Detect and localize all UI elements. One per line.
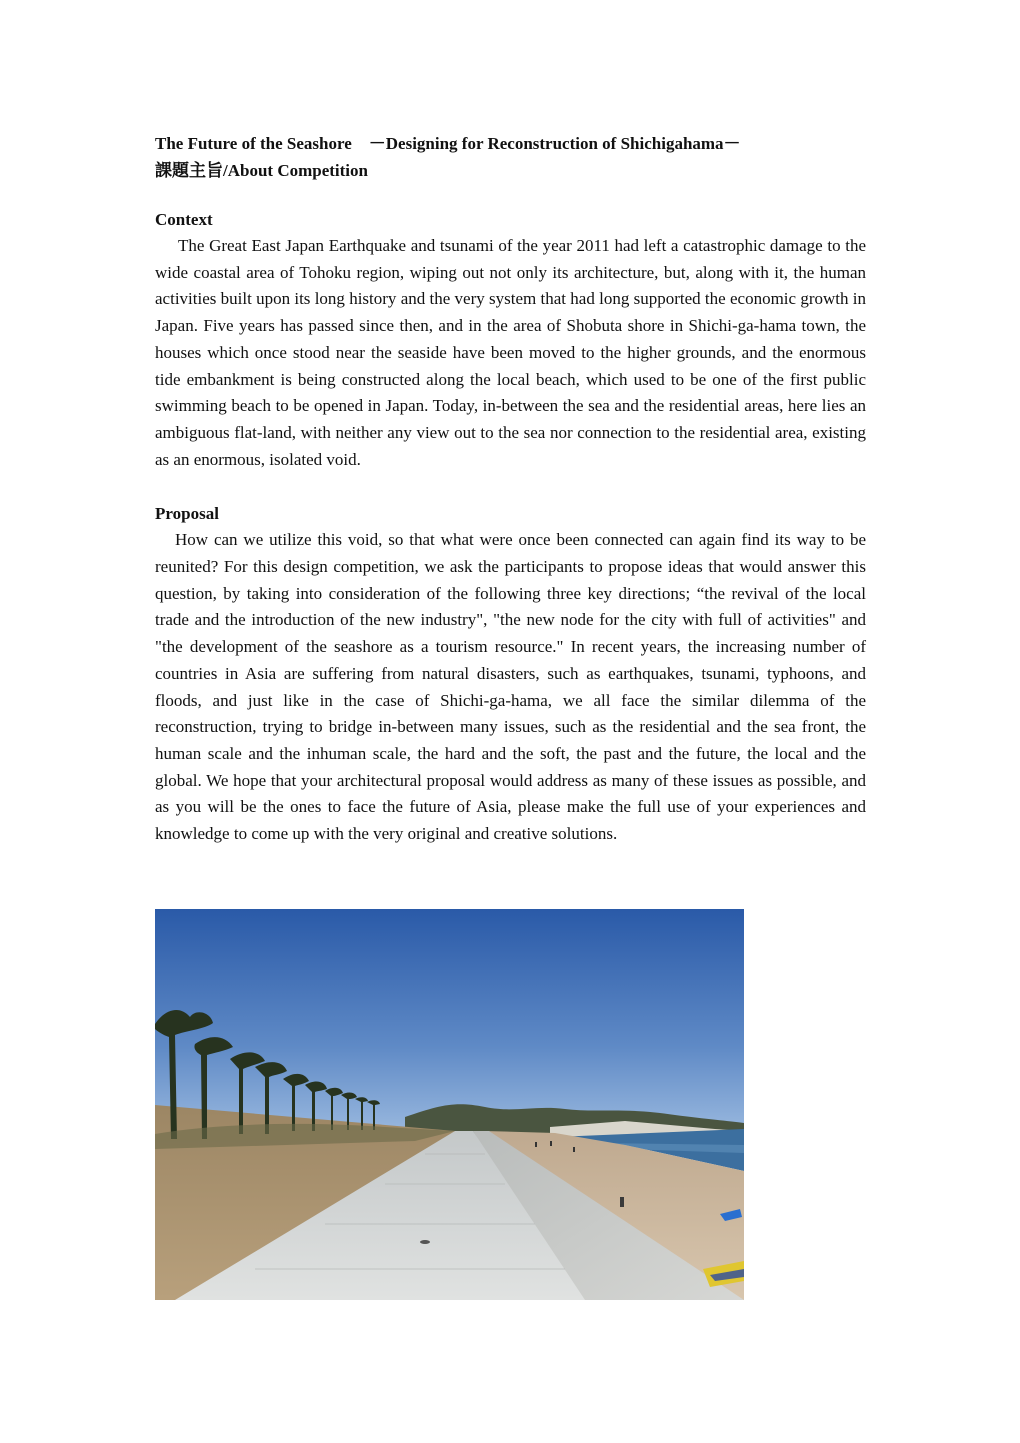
section-body-context: The Great East Japan Earthquake and tsunami of the year 2011 had left a catastrophic damage to the wide coastal area of Tohoku region, wiping out not only its architecture, but, along with it, the human activities built upon its long history and the very system that had long supported the economic growth in Japan. Five years has passed since then, and in the area of Shobuta shore in Shichi-ga-hama town, the houses which once stood near the seaside have been moved to the higher grounds, and the enormous tide embankment is being constructed along the local beach, which used to be one of the first public swimming beach to be opened in Japan. Today, in-between the sea and the residential areas, here lies an ambiguous flat-land, with neither any view out to the sea nor connection to the residential area, existing as an enormous, isolated void. (155, 236, 866, 469)
section-body-proposal: How can we utilize this void, so that what were once been connected can again find its way to be reunited? For this design competition, we ask the participants to propose ideas that would answer this question, by taking into consideration of the following three key directions; “the revival of the local trade and the introduction of the new industry", "the new node for the city with full of activities" and "the development of the seashore as a tourism resource." In recent years, the increasing number of countries in Asia are suffering from natural disasters, such as earthquakes, tsunami, typhoons, and floods, and just like in the case of Shichi-ga-hama, we all face the similar dilemma of the reconstruction, trying to bridge in-between many issues, such as the residential and the sea front, the human scale and the inhuman scale, the hard and the soft, the past and the future, the local and the global. We hope that your architectural proposal would address as many of these issues as possible, and as you will be the ones to face the future of Asia, please make the full use of your experiences and knowledge to come up with the very original and creative solutions. (155, 530, 866, 844)
section-heading-context: Context (155, 210, 213, 229)
document-title: The Future of the Seashore －Designing for Reconstruction of Shichigahama－ (155, 134, 741, 153)
seawall-photo (155, 909, 744, 1300)
document-page (155, 130, 866, 848)
section-heading-proposal: Proposal (155, 504, 219, 524)
drain-cover (420, 1240, 430, 1244)
sky (155, 909, 744, 1139)
seawall-photo-illustration (155, 909, 744, 1300)
document-subtitle: 課題主旨/About Competition (155, 161, 368, 180)
